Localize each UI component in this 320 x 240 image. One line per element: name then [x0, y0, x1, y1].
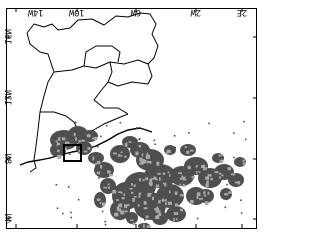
cloud-speckle — [157, 211, 161, 213]
cloud-dot — [154, 144, 156, 146]
cloud-dot — [146, 223, 148, 225]
cloud-speckle — [155, 216, 159, 219]
cloud-speckle — [150, 184, 153, 186]
cloud-dot — [95, 165, 97, 167]
cloud-speckle — [139, 158, 142, 162]
cloud-speckle — [147, 153, 149, 155]
cloud-dot — [142, 144, 144, 146]
cloud-speckle — [169, 174, 171, 177]
cloud-speckle — [121, 151, 123, 153]
cloud-speckle — [145, 177, 148, 180]
cloud-speckle — [197, 196, 199, 199]
cloud-speckle — [179, 184, 181, 186]
cloud-dot — [144, 219, 146, 221]
cloud-speckle — [152, 197, 154, 200]
cloud-speckle — [133, 223, 136, 226]
cloud-dot — [241, 212, 243, 214]
cloud-dot — [197, 172, 199, 174]
cloud-speckle — [84, 151, 88, 153]
cloud-speckle — [192, 176, 195, 178]
lon-label-2e: 2E — [236, 7, 248, 17]
cloud-speckle — [154, 208, 156, 210]
cloud-dot — [102, 211, 104, 213]
cloud-speckle — [57, 155, 61, 159]
cloud-speckle — [123, 194, 125, 196]
cloud-speckle — [88, 147, 91, 150]
cloud-speckle — [199, 198, 203, 200]
cloud-speckle — [174, 212, 178, 215]
cloud-speckle — [94, 137, 98, 140]
cloud-speckle — [57, 150, 60, 152]
cloud-speckle — [138, 195, 140, 198]
cloud-speckle — [138, 204, 140, 206]
cloud-dot — [70, 212, 72, 214]
lat-label-16n: 16N — [2, 29, 12, 45]
cloud-speckle — [183, 184, 185, 187]
cloud-speckle — [180, 209, 183, 212]
cloud-speckle — [97, 199, 101, 201]
cloud-dot — [120, 122, 122, 124]
cloud-speckle — [190, 150, 194, 152]
cloud-dot — [78, 147, 80, 149]
cloud-dot — [245, 139, 247, 141]
cloud-dot — [78, 199, 80, 201]
cloud-speckle — [168, 172, 170, 174]
cloud-dot — [145, 196, 147, 198]
cloud-speckle — [180, 178, 183, 180]
cloud-speckle — [167, 150, 171, 153]
cloud-dot — [136, 127, 138, 129]
cloud-patch — [228, 173, 244, 187]
cloud-speckle — [175, 191, 178, 195]
cloud-dot — [75, 122, 77, 124]
cloud-speckle — [124, 156, 126, 158]
cloud-speckle — [133, 185, 136, 187]
cloud-dot — [233, 132, 235, 134]
cloud-dot — [57, 208, 59, 210]
cloud-speckle — [206, 184, 209, 188]
cloud-speckle — [176, 218, 178, 220]
cloud-speckle — [242, 160, 244, 162]
cloud-speckle — [114, 213, 118, 217]
cloud-speckle — [158, 200, 161, 203]
cloud-patch — [126, 212, 138, 224]
cloud-speckle — [139, 178, 141, 181]
cloud-speckle — [159, 213, 162, 216]
cloud-dot — [127, 203, 129, 205]
cloud-speckle — [219, 155, 223, 157]
cloud-speckle — [97, 172, 100, 175]
lon-label-10w: 10W — [69, 7, 85, 17]
cloud-speckle — [159, 177, 161, 180]
cloud-dot — [138, 139, 140, 141]
cloud-speckle — [124, 211, 127, 213]
cloud-dot — [203, 172, 205, 174]
cloud-dot — [159, 171, 161, 173]
cloud-speckle — [196, 165, 198, 167]
cloud-speckle — [62, 137, 65, 140]
cloud-speckle — [201, 165, 205, 168]
cloud-dot — [148, 163, 150, 165]
cloud-speckle — [188, 166, 191, 169]
cloud-speckle — [109, 174, 113, 176]
cloud-speckle — [228, 167, 232, 170]
lon-label-2w: 2W — [190, 7, 202, 17]
cloud-speckle — [74, 133, 76, 136]
cloud-speckle — [131, 192, 133, 194]
cloud-speckle — [143, 179, 145, 181]
cloud-speckle — [185, 146, 187, 148]
cloud-speckle — [135, 152, 138, 156]
cloud-dot — [216, 183, 218, 185]
cloud-speckle — [129, 141, 132, 143]
cloud-speckle — [224, 193, 228, 195]
cloud-speckle — [139, 193, 142, 195]
cloud-speckle — [139, 145, 141, 147]
cloud-speckle — [143, 224, 145, 227]
cloud-dot — [145, 189, 147, 191]
cloud-dot — [197, 218, 199, 220]
lat-label-4n: 4N — [2, 213, 12, 225]
cloud-speckle — [205, 201, 208, 205]
cloud-dot — [105, 224, 107, 226]
cloud-speckle — [169, 191, 171, 194]
cloud-dot — [106, 125, 108, 127]
cloud-speckle — [162, 200, 166, 202]
cloud-dot — [243, 121, 245, 123]
cloud-dot — [185, 177, 187, 179]
cloud-dot — [144, 151, 146, 153]
cloud-dot — [100, 136, 102, 138]
cloud-dot — [97, 146, 99, 148]
cloud-speckle — [180, 194, 184, 196]
cloud-speckle — [75, 137, 77, 141]
cloud-speckle — [190, 200, 194, 203]
cloud-speckle — [238, 181, 240, 184]
cloud-speckle — [215, 171, 219, 173]
cloud-speckle — [58, 137, 60, 141]
cloud-speckle — [102, 202, 105, 206]
lat-label-8n: 8N — [2, 153, 12, 165]
cloud-speckle — [147, 225, 151, 228]
cloud-speckle — [116, 199, 119, 201]
cloud-speckle — [132, 198, 135, 202]
cloud-speckle — [130, 188, 133, 190]
cloud-speckle — [205, 176, 209, 179]
cloud-speckle — [97, 161, 101, 164]
cloud-speckle — [112, 190, 116, 194]
cloud-dot — [95, 157, 97, 159]
cloud-speckle — [168, 202, 172, 205]
lon-label-14w: 14W — [28, 7, 44, 17]
cloud-dot — [233, 157, 235, 159]
cloud-speckle — [57, 143, 61, 145]
cloud-speckle — [87, 134, 91, 137]
cloud-speckle — [235, 182, 239, 184]
lat-label-12n: 12N — [2, 90, 12, 106]
cloud-dot — [56, 184, 58, 186]
cloud-speckle — [157, 173, 161, 175]
cloud-speckle — [118, 154, 120, 157]
cloud-dot — [133, 177, 135, 179]
cloud-dot — [175, 147, 177, 149]
cloud-speckle — [208, 192, 210, 195]
cloud-dot — [154, 140, 156, 142]
cloud-speckle — [164, 183, 166, 186]
cloud-speckle — [197, 192, 201, 196]
cloud-speckle — [103, 187, 107, 189]
cloud-speckle — [208, 174, 212, 176]
cloud-speckle — [147, 193, 150, 197]
cloud-speckle — [125, 143, 128, 147]
cloud-speckle — [118, 191, 121, 193]
cloud-speckle — [92, 156, 94, 160]
cloud-speckle — [144, 207, 148, 209]
cloud-dot — [153, 215, 155, 217]
cloud-speckle — [142, 153, 144, 156]
cloud-dot — [225, 207, 227, 209]
cloud-speckle — [228, 191, 232, 194]
cloud-speckle — [182, 175, 184, 177]
cloud-dot — [98, 177, 100, 179]
cloud-speckle — [165, 202, 167, 205]
cloud-speckle — [79, 140, 82, 142]
cloud-speckle — [175, 204, 178, 207]
cloud-speckle — [231, 174, 236, 176]
cloud-dot — [104, 221, 106, 223]
cloud-speckle — [122, 197, 125, 199]
cloud-speckle — [219, 173, 222, 175]
cloud-dot — [188, 132, 190, 134]
cloud-dot — [174, 135, 176, 137]
lon-label-6w: 6W — [130, 7, 142, 17]
cloud-dot — [226, 184, 228, 186]
cloud-speckle — [165, 199, 167, 202]
cloud-speckle — [156, 185, 159, 188]
cloud-speckle — [134, 196, 137, 198]
cloud-speckle — [221, 175, 223, 177]
cloud-speckle — [243, 162, 246, 164]
cloud-dot — [89, 155, 91, 157]
cloud-dot — [71, 217, 73, 219]
cloud-speckle — [131, 183, 133, 186]
cloud-speckle — [203, 191, 205, 194]
cloud-speckle — [146, 215, 149, 218]
cloud-dot — [124, 147, 126, 149]
cloud-speckle — [163, 172, 166, 175]
cloud-speckle — [219, 177, 221, 179]
cloud-speckle — [130, 220, 133, 222]
cloud-speckle — [173, 218, 175, 221]
cloud-dot — [208, 123, 210, 125]
cloud-patch — [234, 157, 246, 167]
cloud-speckle — [113, 153, 117, 155]
cloud-speckle — [146, 156, 150, 160]
cloud-dot — [192, 191, 194, 193]
cloud-speckle — [143, 160, 147, 163]
cloud-speckle — [121, 155, 123, 157]
cloud-dot — [186, 196, 188, 198]
cloud-speckle — [210, 178, 212, 180]
cloud-speckle — [155, 179, 158, 181]
cloud-speckle — [144, 201, 147, 205]
cloud-speckle — [156, 162, 159, 166]
cloud-dot — [55, 142, 57, 144]
cloud-speckle — [82, 140, 85, 142]
cloud-dot — [69, 153, 71, 155]
cloud-dot — [62, 213, 64, 215]
cloud-dot — [240, 199, 242, 201]
cloud-speckle — [118, 208, 122, 211]
cloud-speckle — [178, 172, 182, 174]
cloud-speckle — [204, 195, 206, 197]
cloud-speckle — [124, 204, 127, 208]
cloud-speckle — [100, 202, 102, 204]
cloud-dot — [68, 186, 70, 188]
cloud-speckle — [220, 160, 223, 163]
cloud-speckle — [100, 165, 102, 169]
cloud-dot — [179, 219, 181, 221]
cloud-speckle — [186, 151, 189, 154]
cloud-dot — [108, 185, 110, 187]
cloud-speckle — [107, 170, 111, 173]
